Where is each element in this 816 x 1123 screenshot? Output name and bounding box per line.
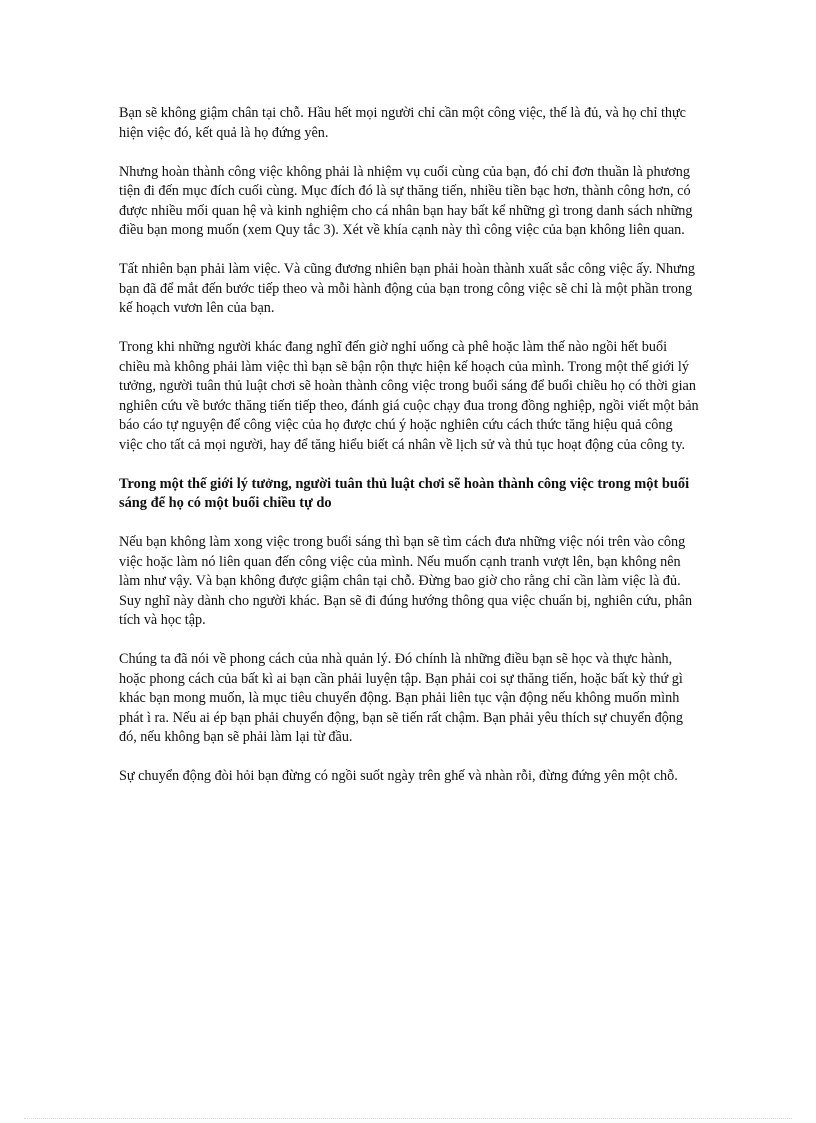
paragraph-5: Nếu bạn không làm xong việc trong buổi sáng thì bạn sẽ tìm cách đưa những việc nói trên vào công việc hoặc làm nó liên quan đến công việc của mình. Nếu muốn cạnh tranh vượt lên, bạn không nên làm như vậy. Và bạn không được giậm chân tại chỗ. Đừng bao giờ cho rằng chỉ cần làm việc là đủ. Suy nghĩ này dành cho người khác. Bạn sẽ đi đúng hướng thông qua việc chuẩn bị, nghiên cứu, phân tích và học tập. <box>119 534 693 628</box>
paragraph-1: Bạn sẽ không giậm chân tại chỗ. Hầu hết mọi người chỉ cần một công việc, thế là đủ, và họ chỉ thực hiện việc đó, kết quả là họ đứng yên. <box>119 105 686 141</box>
section-heading: Trong một thế giới lý tưởng, người tuân thủ luật chơi sẽ hoàn thành công việc trong một buổi sáng để họ có một buổi chiều tự do <box>119 475 690 511</box>
paragraph-3: Tất nhiên bạn phải làm việc. Và cũng đương nhiên bạn phải hoàn thành xuất sắc công việc ấy. Nhưng bạn đã để mắt đến bước tiếp theo và mỗi hành động của bạn trong công việc sẽ chỉ là một phần trong kế hoạch vươn lên của bạn. <box>119 261 696 316</box>
paragraph-4: Trong khi những người khác đang nghĩ đến giờ nghỉ uống cà phê hoặc làm thế nào ngồi hết buổi chiều mà không phải làm việc thì bạn sẽ bận rộn thực hiện kế hoạch của mình. Trong một thế giới lý tưởng, người tuân thủ luật chơi sẽ hoàn thành công việc trong buổi sáng để buổi chiều họ có thời gian nghiên cứu về bước thăng tiến tiếp theo, đánh giá cuộc chạy đua trong đồng nghiệp, ngồi viết một bản báo cáo tự nguyện để công việc của họ được chú ý hoặc nghiên cứu cách thức tăng hiệu quả công việc cho tất cả mọi người, hay để tăng hiểu biết cá nhân về lịch sử và thủ tục hoạt động của công ty. <box>119 339 699 453</box>
document-body <box>119 104 699 806</box>
paragraph-2: Nhưng hoàn thành công việc không phải là nhiệm vụ cuối cùng của bạn, đó chỉ đơn thuần là phương tiện đi đến mục đích cuối cùng. Mục đích đó là sự thăng tiến, nhiều tiền bạc hơn, thành công hơn, có được nhiều mối quan hệ và kinh nghiệm cho cá nhân bạn hay bất kể những gì trong danh sách những điều bạn mong muốn (xem Quy tắc 3). Xét về khía cạnh này thì công việc của bạn không liên quan. <box>119 163 693 238</box>
paragraph-6: Chúng ta đã nói về phong cách của nhà quản lý. Đó chính là những điều bạn sẽ học và thực hành, hoặc phong cách của bất kì ai bạn cần phải luyện tập. Bạn phải coi sự thăng tiến, hoặc bất kỳ thứ gì khác bạn mong muốn, là mục tiêu chuyển động. Bạn phải liên tục vận động nếu không muốn mình phát ì ra. Nếu ai ép bạn phải chuyển động, bạn sẽ tiến rất chậm. Bạn phải yêu thích sự chuyển động đó, nếu không bạn sẽ phải làm lại từ đầu. <box>119 651 683 745</box>
page-bottom-divider <box>24 1118 792 1119</box>
paragraph-7: Sự chuyển động đòi hỏi bạn đừng có ngồi suốt ngày trên ghế và nhàn rỗi, đừng đứng yên một chỗ. <box>119 768 678 784</box>
